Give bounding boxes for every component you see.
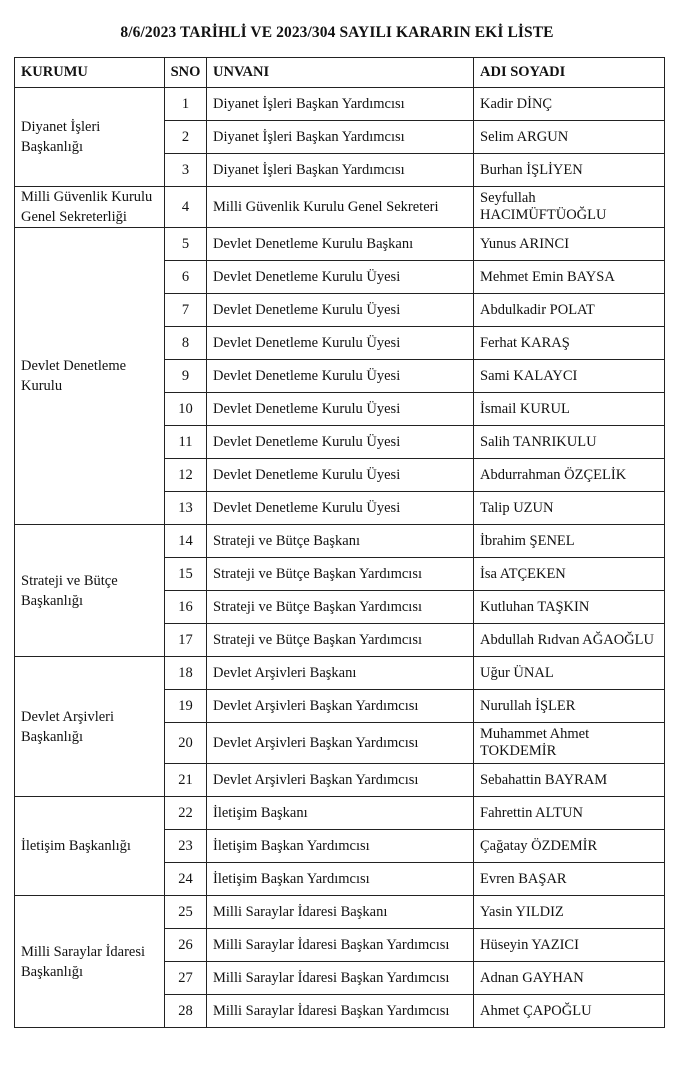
cell-ad: Sami KALAYCI xyxy=(474,360,665,393)
cell-sno: 17 xyxy=(165,624,207,657)
cell-sno: 21 xyxy=(165,764,207,797)
cell-sno: 12 xyxy=(165,459,207,492)
cell-unvan: Devlet Arşivleri Başkan Yardımcısı xyxy=(207,723,474,764)
cell-unvan: Strateji ve Bütçe Başkan Yardımcısı xyxy=(207,591,474,624)
table-row xyxy=(15,525,665,558)
cell-ad: Talip UZUN xyxy=(474,492,665,525)
cell-unvan: Diyanet İşleri Başkan Yardımcısı xyxy=(207,121,474,154)
cell-ad: Çağatay ÖZDEMİR xyxy=(474,830,665,863)
cell-ad: Uğur ÜNAL xyxy=(474,657,665,690)
cell-ad: Muhammet Ahmet TOKDEMİR xyxy=(474,723,665,764)
cell-unvan: Devlet Denetleme Kurulu Üyesi xyxy=(207,393,474,426)
cell-ad: Kadir DİNÇ xyxy=(474,88,665,121)
cell-unvan: Milli Saraylar İdaresi Başkan Yardımcısı xyxy=(207,962,474,995)
cell-unvan: Devlet Denetleme Kurulu Başkanı xyxy=(207,228,474,261)
cell-ad: İsmail KURUL xyxy=(474,393,665,426)
table-header-row xyxy=(15,58,665,88)
cell-kurum: Devlet Arşivleri Başkanlığı xyxy=(15,657,165,797)
cell-unvan: Strateji ve Bütçe Başkan Yardımcısı xyxy=(207,558,474,591)
cell-sno: 9 xyxy=(165,360,207,393)
header-sno: SNO xyxy=(165,58,207,88)
cell-unvan: Devlet Arşivleri Başkanı xyxy=(207,657,474,690)
cell-ad: Hüseyin YAZICI xyxy=(474,929,665,962)
cell-ad: Abdulkadir POLAT xyxy=(474,294,665,327)
cell-unvan: Milli Güvenlik Kurulu Genel Sekreteri xyxy=(207,187,474,228)
cell-unvan: İletişim Başkanı xyxy=(207,797,474,830)
cell-sno: 3 xyxy=(165,154,207,187)
cell-ad: Ferhat KARAŞ xyxy=(474,327,665,360)
cell-ad: İbrahim ŞENEL xyxy=(474,525,665,558)
cell-unvan: Milli Saraylar İdaresi Başkanı xyxy=(207,896,474,929)
cell-ad: Selim ARGUN xyxy=(474,121,665,154)
cell-sno: 28 xyxy=(165,995,207,1028)
cell-unvan: Devlet Denetleme Kurulu Üyesi xyxy=(207,492,474,525)
cell-ad: İsa ATÇEKEN xyxy=(474,558,665,591)
cell-sno: 27 xyxy=(165,962,207,995)
cell-sno: 11 xyxy=(165,426,207,459)
cell-ad: Seyfullah HACIMÜFTÜOĞLU xyxy=(474,187,665,228)
cell-kurum: Milli Saraylar İdaresi Başkanlığı xyxy=(15,896,165,1028)
cell-unvan: Devlet Denetleme Kurulu Üyesi xyxy=(207,294,474,327)
cell-ad: Sebahattin BAYRAM xyxy=(474,764,665,797)
cell-sno: 1 xyxy=(165,88,207,121)
table-body xyxy=(15,88,665,1028)
cell-unvan: Milli Saraylar İdaresi Başkan Yardımcısı xyxy=(207,929,474,962)
cell-sno: 15 xyxy=(165,558,207,591)
header-unvan: UNVANI xyxy=(207,58,474,88)
cell-unvan: Milli Saraylar İdaresi Başkan Yardımcısı xyxy=(207,995,474,1028)
cell-ad: Fahrettin ALTUN xyxy=(474,797,665,830)
cell-ad: Abdurrahman ÖZÇELİK xyxy=(474,459,665,492)
cell-ad: Adnan GAYHAN xyxy=(474,962,665,995)
cell-sno: 23 xyxy=(165,830,207,863)
cell-unvan: Strateji ve Bütçe Başkan Yardımcısı xyxy=(207,624,474,657)
cell-unvan: İletişim Başkan Yardımcısı xyxy=(207,863,474,896)
cell-unvan: İletişim Başkan Yardımcısı xyxy=(207,830,474,863)
cell-sno: 4 xyxy=(165,187,207,228)
cell-ad: Mehmet Emin BAYSA xyxy=(474,261,665,294)
table-row xyxy=(15,896,665,929)
cell-ad: Kutluhan TAŞKIN xyxy=(474,591,665,624)
cell-unvan: Devlet Denetleme Kurulu Üyesi xyxy=(207,426,474,459)
cell-kurum: İletişim Başkanlığı xyxy=(15,797,165,896)
cell-ad: Burhan İŞLİYEN xyxy=(474,154,665,187)
cell-sno: 10 xyxy=(165,393,207,426)
table-row xyxy=(15,657,665,690)
cell-sno: 5 xyxy=(165,228,207,261)
cell-ad: Nurullah İŞLER xyxy=(474,690,665,723)
cell-kurum: Diyanet İşleri Başkanlığı xyxy=(15,88,165,187)
cell-kurum: Milli Güvenlik Kurulu Genel Sekreterliği xyxy=(15,187,165,228)
cell-unvan: Diyanet İşleri Başkan Yardımcısı xyxy=(207,88,474,121)
cell-ad: Ahmet ÇAPOĞLU xyxy=(474,995,665,1028)
cell-unvan: Devlet Denetleme Kurulu Üyesi xyxy=(207,459,474,492)
cell-ad: Evren BAŞAR xyxy=(474,863,665,896)
table-row xyxy=(15,88,665,121)
cell-sno: 19 xyxy=(165,690,207,723)
table-row xyxy=(15,228,665,261)
document-title: 8/6/2023 TARİHLİ VE 2023/304 SAYILI KARARIN EKİ LİSTE xyxy=(120,24,554,41)
cell-sno: 18 xyxy=(165,657,207,690)
cell-unvan: Diyanet İşleri Başkan Yardımcısı xyxy=(207,154,474,187)
cell-sno: 14 xyxy=(165,525,207,558)
cell-ad: Salih TANRIKULU xyxy=(474,426,665,459)
appointments-table xyxy=(14,57,665,1028)
cell-sno: 22 xyxy=(165,797,207,830)
cell-sno: 7 xyxy=(165,294,207,327)
cell-ad: Yasin YILDIZ xyxy=(474,896,665,929)
table-row xyxy=(15,797,665,830)
cell-unvan: Devlet Denetleme Kurulu Üyesi xyxy=(207,327,474,360)
cell-sno: 13 xyxy=(165,492,207,525)
cell-unvan: Devlet Denetleme Kurulu Üyesi xyxy=(207,261,474,294)
cell-sno: 25 xyxy=(165,896,207,929)
cell-sno: 16 xyxy=(165,591,207,624)
cell-unvan: Strateji ve Bütçe Başkanı xyxy=(207,525,474,558)
cell-sno: 8 xyxy=(165,327,207,360)
cell-ad: Yunus ARINCI xyxy=(474,228,665,261)
cell-ad: Abdullah Rıdvan AĞAOĞLU xyxy=(474,624,665,657)
cell-kurum: Strateji ve Bütçe Başkanlığı xyxy=(15,525,165,657)
cell-sno: 6 xyxy=(165,261,207,294)
cell-sno: 24 xyxy=(165,863,207,896)
cell-sno: 2 xyxy=(165,121,207,154)
cell-unvan: Devlet Denetleme Kurulu Üyesi xyxy=(207,360,474,393)
cell-unvan: Devlet Arşivleri Başkan Yardımcısı xyxy=(207,764,474,797)
table-row xyxy=(15,187,665,228)
cell-sno: 20 xyxy=(165,723,207,764)
cell-kurum: Devlet Denetleme Kurulu xyxy=(15,228,165,525)
cell-sno: 26 xyxy=(165,929,207,962)
header-kurum: KURUMU xyxy=(15,58,165,88)
header-ad: ADI SOYADI xyxy=(474,58,665,88)
cell-unvan: Devlet Arşivleri Başkan Yardımcısı xyxy=(207,690,474,723)
